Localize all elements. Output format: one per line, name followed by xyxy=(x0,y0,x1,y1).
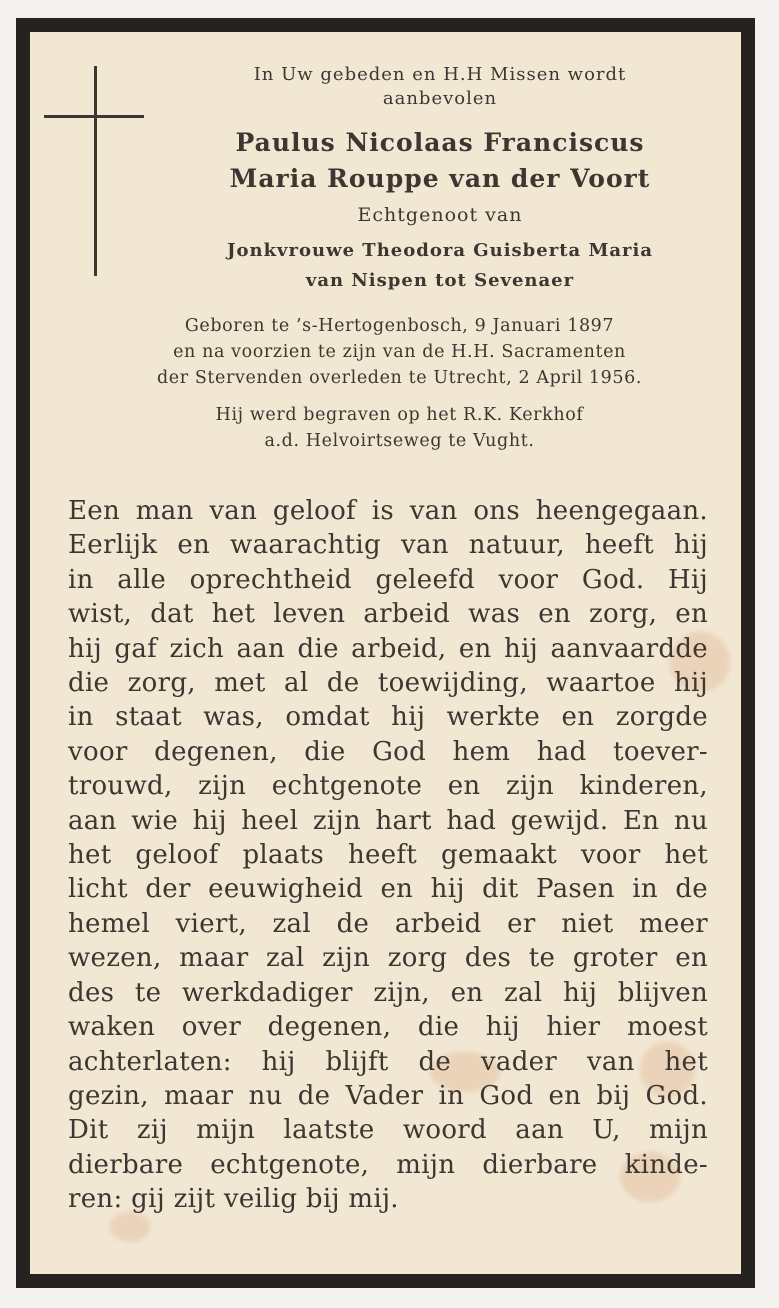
details-line: Hij werd begraven op het R.K. Kerkhof xyxy=(215,405,584,425)
eulogy-line: hemel viert, zal de arbeid er niet meer xyxy=(68,908,708,939)
birth-death-details xyxy=(30,313,741,391)
intro-line: In Uw gebeden en H.H Missen wordt xyxy=(253,64,627,85)
spouse-name-line: van Nispen tot Sevenaer xyxy=(305,270,575,291)
deceased-name-line: Paulus Nicolaas Franciscus xyxy=(235,128,645,157)
cross-icon xyxy=(44,66,144,276)
eulogy-line: in staat was, omdat hij werkte en zorgde xyxy=(68,702,708,733)
details-line: der Stervenden overleden te Utrecht, 2 April 1956. xyxy=(156,368,643,388)
details-line: a.d. Helvoirtseweg te Vught. xyxy=(264,431,535,451)
eulogy-line: aan wie hij heel zijn hart had gewijd. En nu xyxy=(68,805,708,836)
eulogy-line: ren: gij zijt veilig bij mij. xyxy=(68,1184,399,1215)
eulogy-line: die zorg, met al de toewijding, waartoe hij xyxy=(68,668,708,699)
eulogy-text xyxy=(68,494,708,1217)
eulogy-line: Eerlijk en waarachtig van natuur, heeft hij xyxy=(68,530,708,561)
eulogy-line: voor degenen, die God hem had toever- xyxy=(68,736,708,767)
deceased-name-line: Maria Rouppe van der Voort xyxy=(229,164,651,193)
burial-details xyxy=(30,402,741,454)
intro-text xyxy=(150,63,730,111)
spouse-name-line: Jonkvrouwe Theodora Guisberta Maria xyxy=(226,240,654,261)
deceased-name xyxy=(150,125,730,197)
details-line: Geboren te ’s-Hertogenbosch, 9 Januari 1897 xyxy=(184,316,615,336)
eulogy-line: waken over degenen, die hij hier moest xyxy=(68,1012,708,1043)
eulogy-line: Een man van geloof is van ons heengegaan. xyxy=(68,496,708,526)
memorial-card xyxy=(16,18,755,1288)
card-paper xyxy=(30,32,741,1274)
eulogy-line: trouwd, zijn echtgenote en zijn kinderen, xyxy=(68,771,708,802)
eulogy-line: licht der eeuwigheid en hij dit Pasen in de xyxy=(68,874,708,905)
eulogy-line: wezen, maar zal zijn zorg des te groter en xyxy=(68,943,708,974)
eulogy-line: achterlaten: hij blijft de vader van het xyxy=(68,1046,708,1077)
eulogy-line: in alle oprechtheid geleefd voor God. Hij xyxy=(68,564,708,595)
details-line: en na voorzien te zijn van de H.H. Sacramenten xyxy=(173,342,626,362)
eulogy-line: dierbare echtgenote, mijn dierbare kinde- xyxy=(68,1149,708,1180)
eulogy-line: het geloof plaats heeft gemaakt voor het xyxy=(68,840,708,871)
eulogy-line: hij gaf zich aan die arbeid, en hij aanvaardde xyxy=(68,633,708,664)
eulogy-line: wist, dat het leven arbeid was en zorg, en xyxy=(68,599,708,630)
spouse-name xyxy=(150,236,730,296)
eulogy-line: des te werkdadiger zijn, en zal hij blijven xyxy=(68,977,708,1008)
intro-line: aanbevolen xyxy=(382,88,498,109)
eulogy-line: Dit zij mijn laatste woord aan U, mijn xyxy=(68,1115,708,1146)
eulogy-line: gezin, maar nu de Vader in God en bij God. xyxy=(68,1080,708,1111)
spouse-label: Echtgenoot van xyxy=(357,204,523,226)
